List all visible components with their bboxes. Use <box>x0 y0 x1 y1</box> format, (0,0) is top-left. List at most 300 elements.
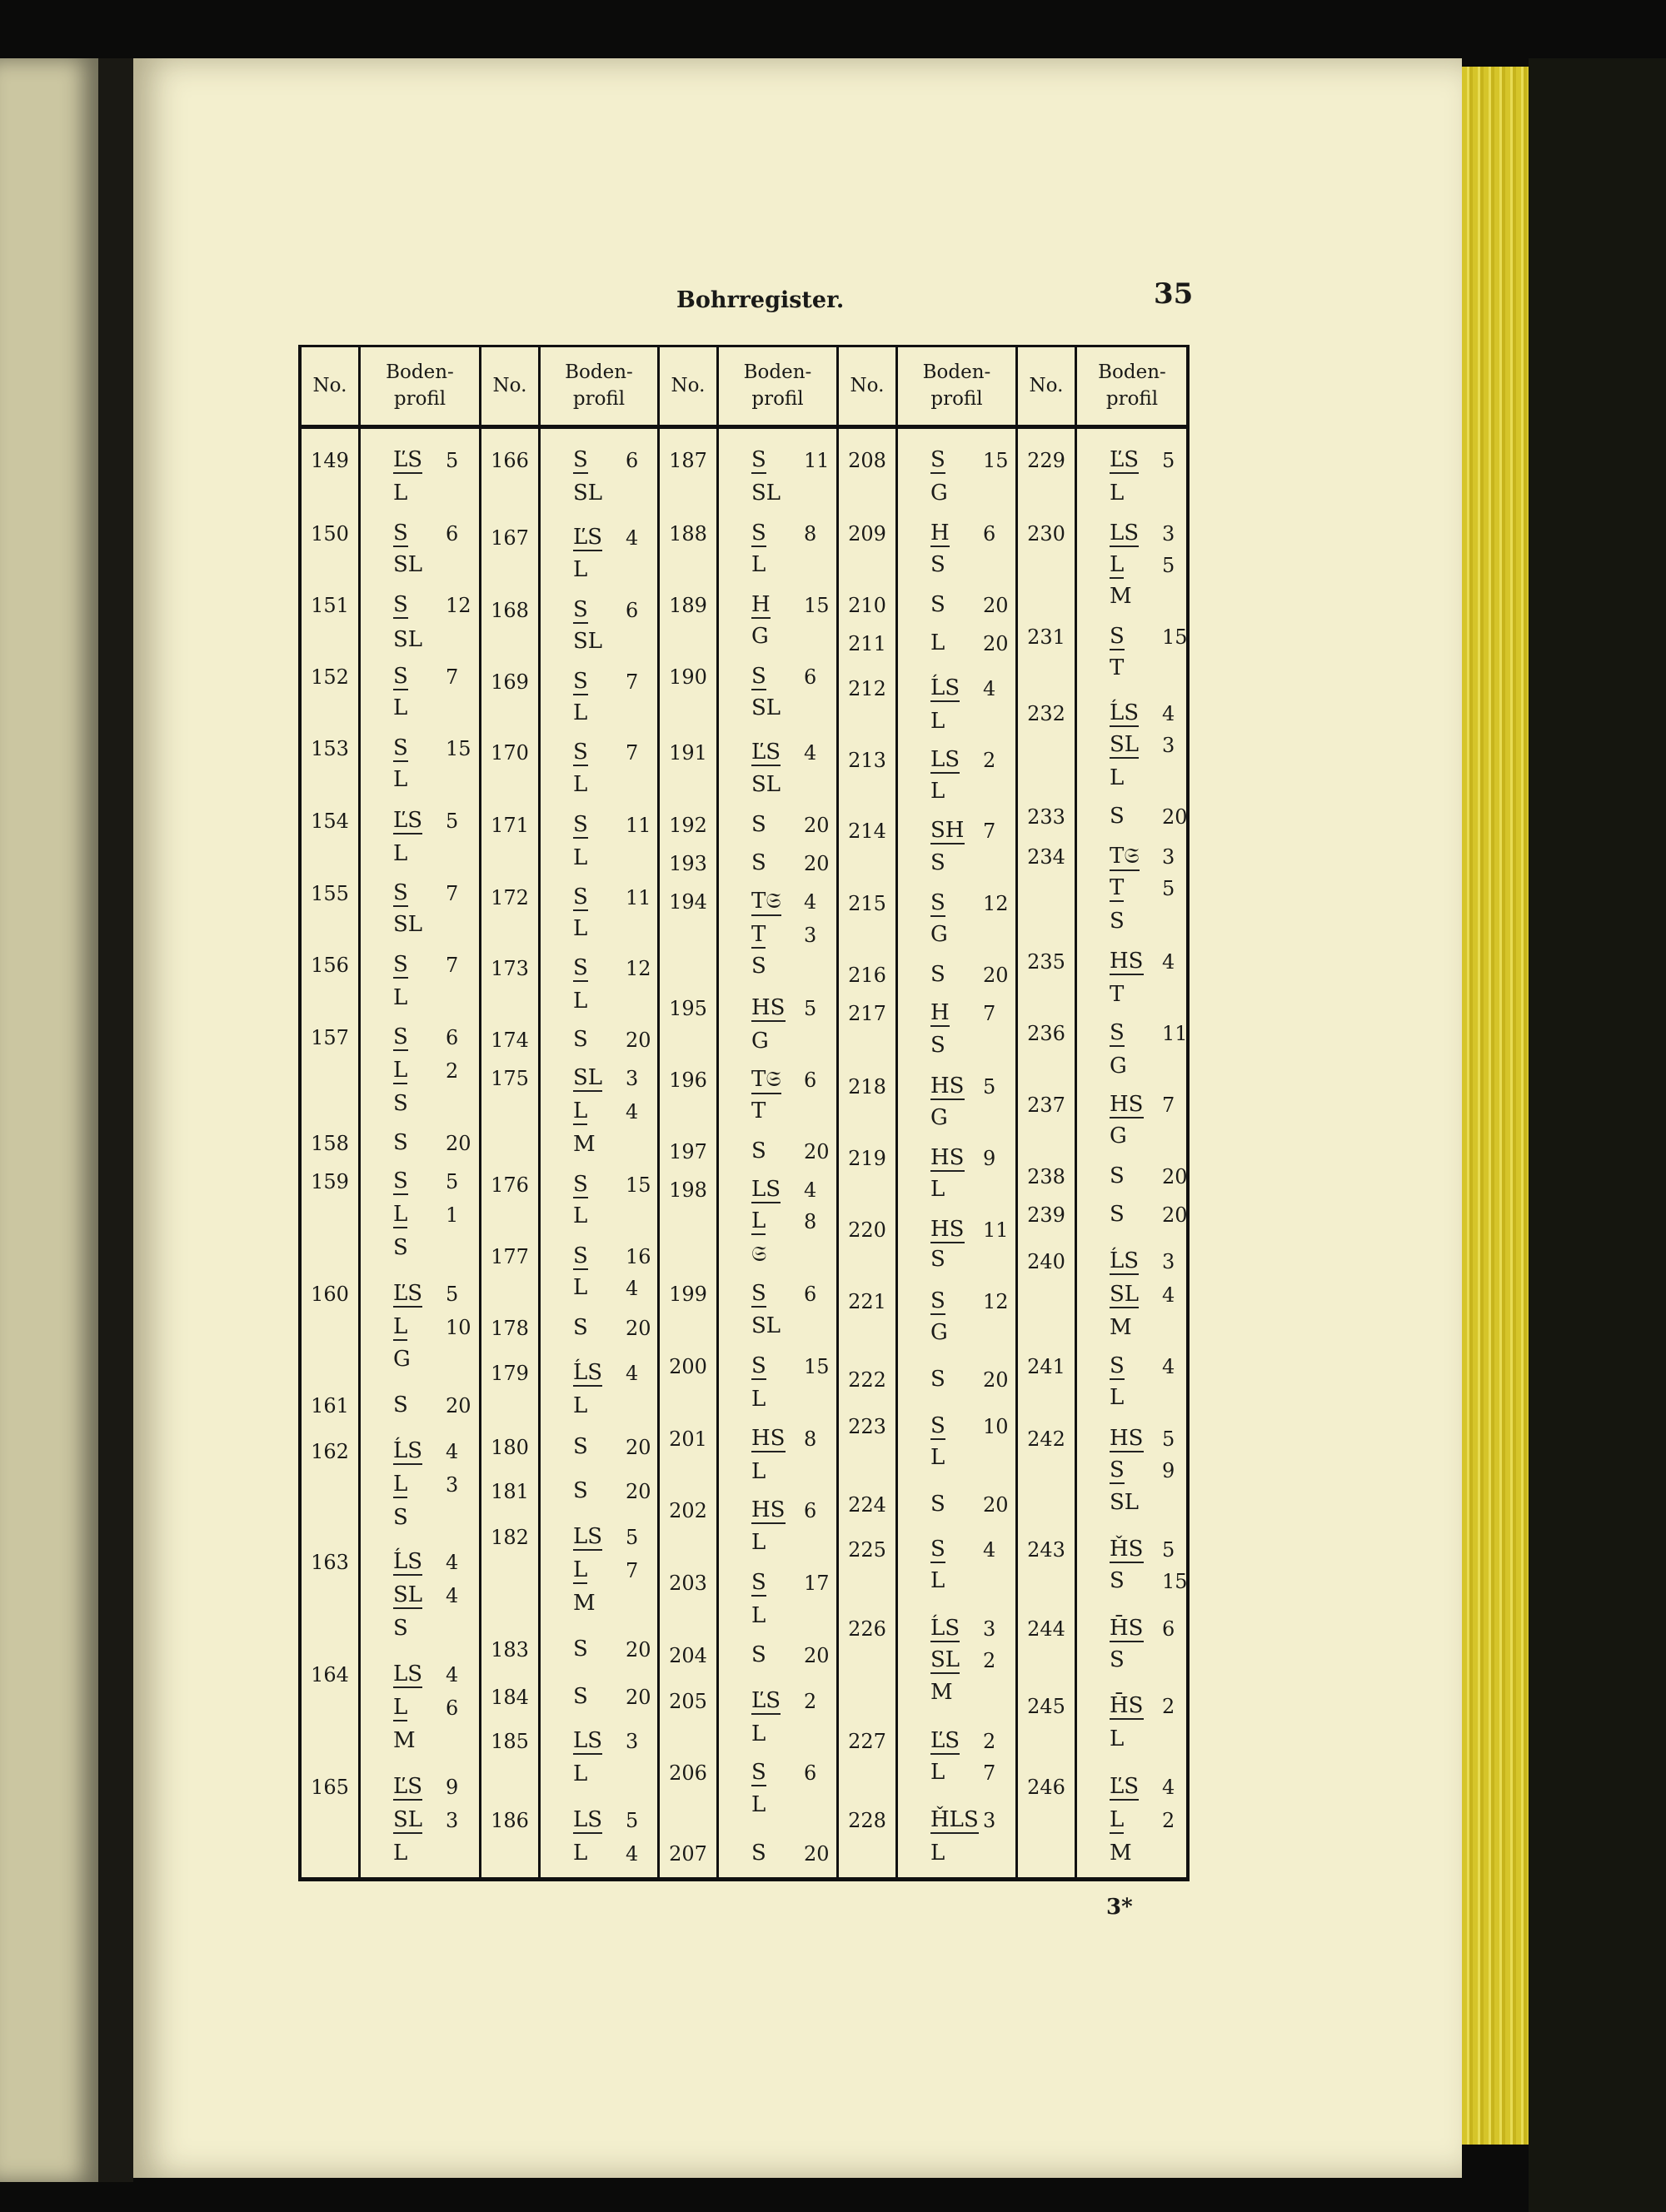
header-bodenprofil-line2: profil <box>572 387 626 410</box>
soil-layer-symbol: SL <box>751 481 781 506</box>
soil-layer-symbol: S <box>393 735 408 760</box>
layer-thickness-dm: 10 <box>446 1316 471 1339</box>
soil-layer-symbol: H̄S <box>1110 1693 1144 1718</box>
layer-thickness-dm: 7 <box>1162 1094 1175 1117</box>
soil-layer-symbol: L <box>393 1314 408 1339</box>
boring-number: 173 <box>491 957 529 980</box>
soil-layer-symbol: G <box>393 1347 411 1372</box>
soil-layer-symbol: L <box>573 557 588 582</box>
soil-layer-symbol: HS <box>1110 1092 1144 1117</box>
layer-thickness-dm: 2 <box>446 1059 459 1083</box>
soil-layer-symbol: ĹS <box>573 1360 603 1385</box>
header-bodenprofil <box>895 347 1018 425</box>
layer-thickness-dm: 15 <box>1162 1570 1188 1593</box>
soil-layer-symbol: S <box>751 1570 766 1595</box>
soil-layer-symbol: S <box>1110 804 1125 829</box>
soil-layer-symbol: L <box>1110 552 1125 577</box>
soil-layer-symbol: S <box>393 1130 408 1155</box>
table-column-rule <box>1015 347 1018 1877</box>
boring-number: 185 <box>491 1730 529 1753</box>
layer-thickness-dm: 6 <box>804 1283 817 1306</box>
soil-layer-symbol: SL <box>393 1807 423 1832</box>
soil-layer-symbol: L <box>751 1530 766 1555</box>
boring-number: 201 <box>669 1427 707 1451</box>
soil-layer-symbol: ĽS <box>393 1774 423 1799</box>
soil-layer-symbol: L <box>393 1472 408 1497</box>
soil-layer-symbol: L <box>751 1208 766 1233</box>
soil-layer-symbol: S <box>930 1033 945 1058</box>
soil-layer-symbol: M <box>573 1591 596 1616</box>
soil-layer-symbol: SL <box>751 1313 781 1338</box>
layer-thickness-dm: 4 <box>626 1100 639 1123</box>
soil-layer-symbol: L <box>930 1568 945 1593</box>
layer-thickness-dm: 5 <box>626 1809 639 1832</box>
layer-thickness-dm: 4 <box>804 890 817 914</box>
soil-layer-symbol: S <box>573 447 588 472</box>
layer-thickness-dm: 4 <box>804 741 817 765</box>
soil-layer-symbol: S <box>930 1413 945 1438</box>
soil-layer-symbol: S <box>930 447 945 472</box>
soil-layer-symbol: L <box>751 552 766 577</box>
soil-layer-symbol: S <box>573 740 588 765</box>
soil-layer-symbol: L <box>1110 765 1125 790</box>
soil-layer-symbol: S <box>930 552 945 577</box>
soil-layer-symbol: HS <box>930 1217 965 1242</box>
boring-number: 211 <box>848 632 886 655</box>
soil-layer-symbol: L <box>573 1099 588 1123</box>
layer-thickness-dm: 10 <box>983 1415 1009 1438</box>
boring-number: 158 <box>311 1132 349 1155</box>
boring-number: 240 <box>1027 1250 1065 1273</box>
layer-thickness-dm: 6 <box>983 522 996 546</box>
soil-layer-symbol: S <box>573 884 588 909</box>
soil-layer-symbol: S <box>393 952 408 977</box>
soil-layer-symbol: ĽS <box>1110 1774 1140 1799</box>
boring-number: 197 <box>669 1140 707 1163</box>
boring-number: 176 <box>491 1173 529 1197</box>
soil-layer-symbol: S <box>1110 1568 1125 1593</box>
layer-thickness-dm: 4 <box>446 1663 459 1686</box>
soil-layer-symbol: S <box>751 447 766 472</box>
layer-thickness-dm: 7 <box>446 882 459 905</box>
layer-thickness-dm: 4 <box>983 1538 996 1562</box>
layer-thickness-dm: 5 <box>446 1170 459 1193</box>
soil-layer-symbol: SL <box>1110 732 1140 757</box>
boring-number: 224 <box>848 1493 886 1517</box>
soil-layer-symbol: LS <box>573 1728 603 1753</box>
soil-layer-symbol: T <box>1110 875 1125 900</box>
boring-number: 195 <box>669 997 707 1020</box>
soil-layer-symbol: L <box>1110 481 1125 506</box>
layer-thickness-dm: 4 <box>1162 1355 1175 1378</box>
soil-layer-symbol: S <box>751 812 766 837</box>
soil-layer-symbol: L <box>930 1177 945 1202</box>
soil-layer-symbol: S <box>1110 624 1125 649</box>
boring-number: 196 <box>669 1069 707 1092</box>
layer-thickness-dm: 4 <box>446 1584 459 1607</box>
boring-number: 237 <box>1027 1094 1065 1117</box>
boring-number: 216 <box>848 964 886 987</box>
layer-thickness-dm: 2 <box>983 1649 996 1672</box>
layer-thickness-dm: 4 <box>1162 1776 1175 1799</box>
boring-number: 223 <box>848 1415 886 1438</box>
layer-thickness-dm: 16 <box>626 1245 651 1268</box>
boring-number: 212 <box>848 677 886 700</box>
boring-number: 226 <box>848 1617 886 1641</box>
soil-layer-symbol: S <box>573 1027 588 1052</box>
soil-layer-symbol: S <box>573 1315 588 1340</box>
soil-layer-symbol: G <box>751 624 769 649</box>
boring-number: 161 <box>311 1394 349 1417</box>
boring-number: 160 <box>311 1283 349 1306</box>
boring-number: 229 <box>1027 449 1065 472</box>
soil-layer-symbol: S <box>930 1367 945 1392</box>
soil-layer-symbol: SL <box>751 772 781 797</box>
layer-thickness-dm: 8 <box>804 522 817 546</box>
boring-number: 167 <box>491 526 529 550</box>
layer-thickness-dm: 2 <box>1162 1695 1175 1718</box>
boring-number: 219 <box>848 1147 886 1170</box>
table-column-rule <box>657 347 660 1877</box>
signature-mark: 3* <box>1106 1895 1133 1920</box>
boring-number: 204 <box>669 1644 707 1667</box>
layer-thickness-dm: 7 <box>983 1002 996 1025</box>
soil-layer-symbol: S <box>1110 1353 1125 1378</box>
boring-number: 180 <box>491 1436 529 1459</box>
boring-number: 152 <box>311 665 349 689</box>
boring-number: 244 <box>1027 1617 1065 1641</box>
layer-thickness-dm: 20 <box>1162 805 1188 829</box>
soil-layer-symbol: SL <box>751 695 781 720</box>
header-bodenprofil-line1: Boden- <box>565 361 633 384</box>
soil-layer-symbol: SL <box>930 1647 960 1672</box>
header-bodenprofil <box>538 347 660 425</box>
left-page-edge <box>0 58 98 2182</box>
boring-number: 203 <box>669 1572 707 1595</box>
page-number: 35 <box>1154 277 1194 311</box>
boring-number: 208 <box>848 449 886 472</box>
layer-thickness-dm: 12 <box>626 957 651 980</box>
boring-number: 236 <box>1027 1022 1065 1045</box>
layer-thickness-dm: 5 <box>1162 1427 1175 1451</box>
layer-thickness-dm: 4 <box>626 1277 639 1300</box>
layer-thickness-dm: 3 <box>446 1809 459 1832</box>
layer-thickness-dm: 20 <box>804 1842 830 1866</box>
soil-layer-symbol: L <box>393 1841 408 1866</box>
boring-number: 188 <box>669 522 707 546</box>
soil-layer-symbol: L <box>1110 1385 1125 1410</box>
soil-layer-symbol: LS <box>393 1661 423 1686</box>
soil-layer-symbol: ĹS <box>930 1616 960 1641</box>
soil-layer-symbol: S <box>751 1760 766 1785</box>
boring-number: 207 <box>669 1842 707 1866</box>
soil-layer-symbol: L <box>573 989 588 1014</box>
soil-layer-symbol: G <box>930 481 948 506</box>
soil-layer-symbol: L <box>573 845 588 870</box>
boring-number: 241 <box>1027 1355 1065 1378</box>
soil-layer-symbol: S <box>393 1024 408 1049</box>
layer-thickness-dm: 7 <box>983 820 996 843</box>
layer-thickness-dm: 20 <box>804 1140 830 1163</box>
layer-thickness-dm: 3 <box>983 1617 996 1641</box>
header-no: No. <box>492 374 527 396</box>
boring-number: 242 <box>1027 1427 1065 1451</box>
soil-layer-symbol: L <box>393 841 408 866</box>
soil-layer-symbol: T𝔖 <box>751 889 781 916</box>
soil-layer-symbol: ĽS <box>930 1728 960 1753</box>
layer-thickness-dm: 3 <box>983 1809 996 1832</box>
boring-number: 182 <box>491 1526 529 1549</box>
boring-number: 174 <box>491 1029 529 1052</box>
layer-thickness-dm: 4 <box>626 1362 639 1385</box>
soil-layer-symbol: SL <box>573 629 603 654</box>
layer-thickness-dm: 20 <box>446 1394 471 1417</box>
soil-layer-symbol: L <box>751 1387 766 1412</box>
layer-thickness-dm: 7 <box>626 1559 639 1582</box>
running-head: Bohrregister. <box>676 287 845 313</box>
layer-thickness-dm: 5 <box>983 1075 996 1099</box>
boring-number: 175 <box>491 1067 529 1090</box>
layer-thickness-dm: 6 <box>804 1069 817 1092</box>
layer-thickness-dm: 3 <box>626 1067 639 1090</box>
soil-layer-symbol: T𝔖 <box>751 1067 781 1094</box>
boring-number: 190 <box>669 665 707 689</box>
soil-layer-symbol: L <box>393 481 408 506</box>
header-no: No. <box>671 374 706 396</box>
soil-layer-symbol: LS <box>573 1524 603 1549</box>
soil-layer-symbol: S <box>751 1353 766 1378</box>
soil-layer-symbol: H <box>930 1000 950 1025</box>
boring-number: 194 <box>669 890 707 914</box>
soil-layer-symbol: L <box>573 1203 588 1228</box>
layer-thickness-dm: 4 <box>804 1178 817 1202</box>
layer-thickness-dm: 12 <box>446 594 471 617</box>
soil-layer-symbol: S <box>930 1247 945 1272</box>
soil-layer-symbol: L <box>930 1760 945 1785</box>
soil-layer-symbol: S <box>751 664 766 689</box>
soil-layer-symbol: S <box>393 1505 408 1530</box>
soil-layer-symbol: S <box>930 1537 945 1562</box>
soil-layer-symbol: T <box>1110 982 1125 1007</box>
soil-layer-symbol: HS <box>1110 1426 1144 1451</box>
layer-thickness-dm: 2 <box>983 749 996 772</box>
boring-number: 154 <box>311 810 349 833</box>
layer-thickness-dm: 20 <box>804 852 830 875</box>
layer-thickness-dm: 11 <box>804 449 830 472</box>
boring-number: 170 <box>491 741 529 765</box>
table-column-rule <box>538 347 541 1877</box>
soil-layer-symbol: L <box>930 1445 945 1470</box>
header-bodenprofil-line1: Boden- <box>743 361 812 384</box>
soil-layer-symbol: HS <box>930 1145 965 1170</box>
soil-layer-symbol: SL <box>573 481 603 506</box>
layer-thickness-dm: 5 <box>1162 554 1175 577</box>
soil-layer-symbol: SL <box>393 552 423 577</box>
boring-number: 179 <box>491 1362 529 1385</box>
soil-layer-symbol: L <box>393 1695 408 1720</box>
soil-layer-symbol: HS <box>1110 949 1144 974</box>
soil-layer-symbol: SL <box>1110 1282 1140 1307</box>
soil-layer-symbol: S <box>751 1642 766 1667</box>
layer-thickness-dm: 4 <box>1162 702 1175 725</box>
soil-layer-symbol: L <box>930 1841 945 1866</box>
soil-layer-symbol: ĹS <box>1110 700 1140 725</box>
layer-thickness-dm: 9 <box>983 1147 996 1170</box>
soil-layer-symbol: S <box>1110 1647 1125 1672</box>
layer-thickness-dm: 9 <box>1162 1459 1175 1482</box>
boring-number: 193 <box>669 852 707 875</box>
boring-number: 214 <box>848 820 886 843</box>
layer-thickness-dm: 5 <box>804 997 817 1020</box>
boring-number: 151 <box>311 594 349 617</box>
soil-layer-symbol: L <box>751 1603 766 1628</box>
soil-layer-symbol: S <box>751 850 766 875</box>
boring-number: 227 <box>848 1730 886 1753</box>
boring-number: 199 <box>669 1283 707 1306</box>
boring-number: 239 <box>1027 1203 1065 1227</box>
soil-layer-symbol: L <box>573 1275 588 1300</box>
layer-thickness-dm: 20 <box>983 1493 1009 1517</box>
layer-thickness-dm: 20 <box>626 1638 651 1661</box>
soil-layer-symbol: S <box>573 1243 588 1268</box>
soil-layer-symbol: L <box>573 1393 588 1418</box>
boring-number: 171 <box>491 814 529 837</box>
layer-thickness-dm: 20 <box>626 1436 651 1459</box>
boring-number: 166 <box>491 449 529 472</box>
layer-thickness-dm: 6 <box>446 1026 459 1049</box>
soil-layer-symbol: S <box>393 1616 408 1641</box>
table-column-rule <box>1075 347 1077 1877</box>
layer-thickness-dm: 3 <box>1162 522 1175 546</box>
layer-thickness-dm: 4 <box>446 1551 459 1574</box>
boring-number: 169 <box>491 670 529 694</box>
soil-layer-symbol: SL <box>393 1582 423 1607</box>
book-gutter <box>98 58 133 2182</box>
layer-thickness-dm: 11 <box>626 886 651 909</box>
soil-layer-symbol: L <box>1110 1726 1125 1751</box>
soil-layer-symbol: L <box>1110 1807 1125 1832</box>
layer-thickness-dm: 6 <box>446 522 459 546</box>
soil-layer-symbol: H̄S <box>1110 1616 1144 1641</box>
boring-number: 206 <box>669 1761 707 1785</box>
soil-layer-symbol: L <box>573 772 588 797</box>
soil-layer-symbol: S <box>573 955 588 980</box>
layer-thickness-dm: 7 <box>446 954 459 977</box>
layer-thickness-dm: 4 <box>1162 950 1175 974</box>
boring-number: 218 <box>848 1075 886 1099</box>
soil-layer-symbol: G <box>1110 1123 1127 1148</box>
layer-thickness-dm: 6 <box>446 1696 459 1720</box>
boring-number: 245 <box>1027 1695 1065 1718</box>
header-bodenprofil-line2: profil <box>1105 387 1159 410</box>
layer-thickness-dm: 1 <box>446 1203 459 1227</box>
boring-number: 217 <box>848 1002 886 1025</box>
soil-layer-symbol: S <box>573 812 588 837</box>
header-no: No. <box>312 374 347 396</box>
soil-layer-symbol: S <box>751 954 766 979</box>
layer-thickness-dm: 11 <box>626 814 651 837</box>
soil-layer-symbol: L <box>930 630 945 655</box>
soil-layer-symbol: ĽS <box>393 447 423 472</box>
soil-layer-symbol: ĽS <box>1110 447 1140 472</box>
soil-layer-symbol: G <box>930 922 948 947</box>
layer-thickness-dm: 5 <box>446 449 459 472</box>
soil-layer-symbol: LS <box>930 747 960 772</box>
boring-number: 225 <box>848 1538 886 1562</box>
layer-thickness-dm: 5 <box>446 1283 459 1306</box>
boring-number: 177 <box>491 1245 529 1268</box>
soil-layer-symbol: LS <box>1110 521 1140 546</box>
soil-layer-symbol: SH <box>930 818 965 843</box>
soil-layer-symbol: M <box>1110 1841 1132 1866</box>
boring-number: 157 <box>311 1026 349 1049</box>
header-no: No. <box>850 374 885 396</box>
soil-layer-symbol: S <box>573 1637 588 1661</box>
layer-thickness-dm: 11 <box>1162 1022 1188 1045</box>
layer-thickness-dm: 7 <box>626 670 639 694</box>
soil-layer-symbol: S <box>393 1168 408 1193</box>
soil-layer-symbol: T𝔖 <box>1110 844 1140 871</box>
layer-thickness-dm: 9 <box>446 1776 459 1799</box>
layer-thickness-dm: 4 <box>626 526 639 550</box>
soil-layer-symbol: S <box>930 1288 945 1313</box>
bohrregister-table <box>298 345 1190 1881</box>
soil-layer-symbol: L <box>393 1058 408 1083</box>
layer-thickness-dm: 7 <box>983 1761 996 1785</box>
layer-thickness-dm: 3 <box>1162 1250 1175 1273</box>
soil-layer-symbol: ĽS <box>751 1688 781 1713</box>
boring-number: 155 <box>311 882 349 905</box>
layer-thickness-dm: 4 <box>983 677 996 700</box>
header-bodenprofil-line1: Boden- <box>386 361 454 384</box>
soil-layer-symbol: S <box>393 664 408 689</box>
soil-layer-symbol: S <box>393 1235 408 1260</box>
book-cover <box>1529 58 1666 2212</box>
layer-thickness-dm: 17 <box>804 1572 830 1595</box>
soil-layer-symbol: SL <box>393 912 423 937</box>
soil-layer-symbol: SL <box>393 627 423 652</box>
soil-layer-symbol: S <box>393 880 408 905</box>
layer-thickness-dm: 3 <box>804 924 817 947</box>
header-bodenprofil <box>1075 347 1190 425</box>
layer-thickness-dm: 2 <box>983 1730 996 1753</box>
layer-thickness-dm: 15 <box>1162 625 1188 649</box>
header-bodenprofil-line1: Boden- <box>1098 361 1166 384</box>
soil-layer-symbol: ĹS <box>930 675 960 700</box>
soil-layer-symbol: G <box>1110 1054 1127 1079</box>
layer-thickness-dm: 20 <box>626 1480 651 1503</box>
layer-thickness-dm: 20 <box>804 814 830 837</box>
layer-thickness-dm: 20 <box>626 1686 651 1709</box>
table-column-rule <box>716 347 719 1877</box>
soil-layer-symbol: S <box>393 521 408 546</box>
soil-layer-symbol: ĹS <box>393 1438 423 1463</box>
boring-number: 192 <box>669 814 707 837</box>
layer-thickness-dm: 5 <box>1162 1538 1175 1562</box>
soil-layer-symbol: 𝔖 <box>751 1242 767 1267</box>
soil-layer-symbol: T <box>1110 655 1125 680</box>
soil-layer-symbol: L <box>930 779 945 804</box>
layer-thickness-dm: 5 <box>446 810 459 833</box>
layer-thickness-dm: 20 <box>446 1132 471 1155</box>
layer-thickness-dm: 4 <box>1162 1283 1175 1307</box>
soil-layer-symbol: M <box>1110 584 1132 609</box>
soil-layer-symbol: S <box>393 1392 408 1417</box>
boring-number: 186 <box>491 1809 529 1832</box>
soil-layer-symbol: M <box>930 1680 953 1705</box>
soil-layer-symbol: HS <box>751 995 786 1020</box>
soil-layer-symbol: L <box>393 1202 408 1227</box>
